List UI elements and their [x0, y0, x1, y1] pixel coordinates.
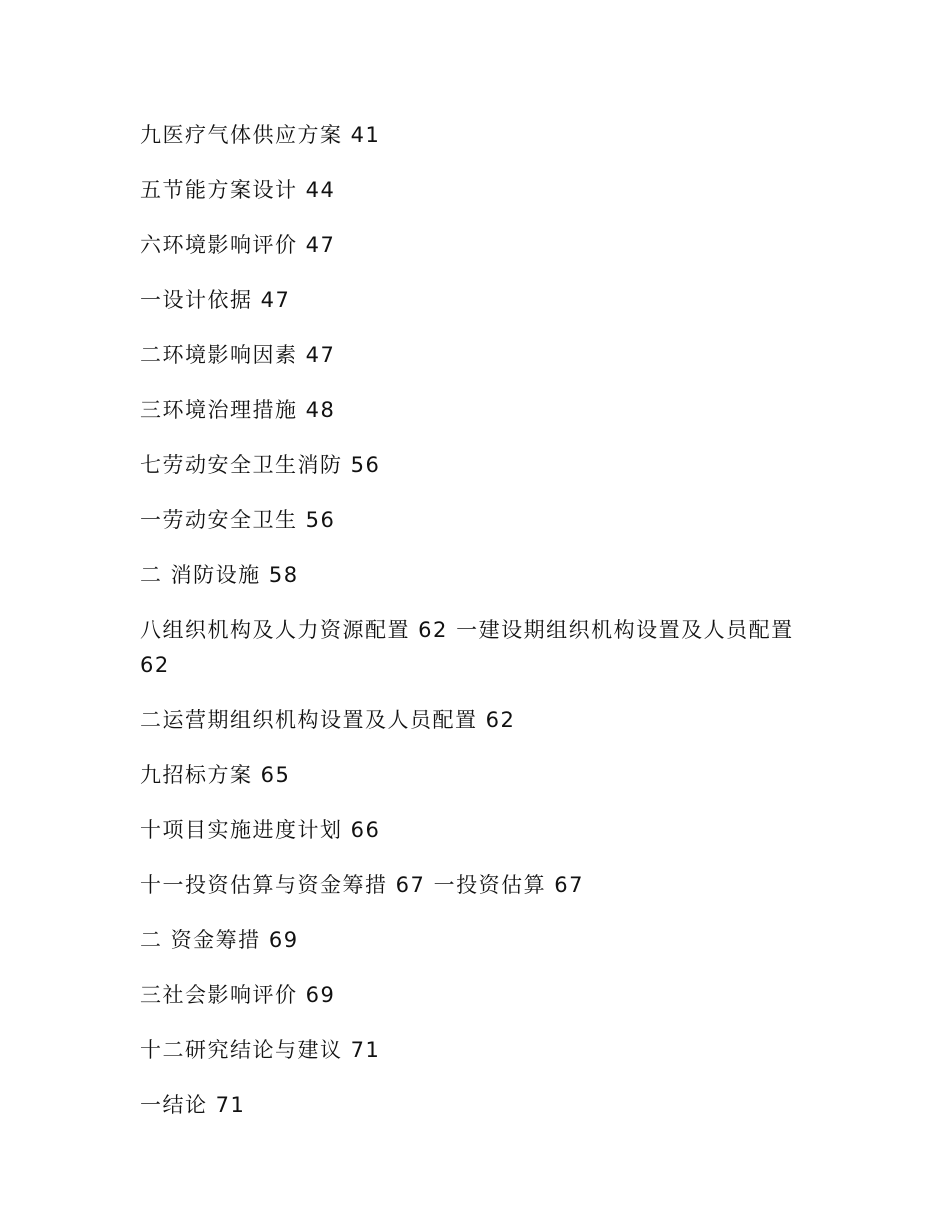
toc-entry: 九招标方案 65	[140, 763, 291, 787]
toc-entry: 三环境治理措施 48	[140, 398, 336, 422]
toc-entry: 十一投资估算与资金筹措 67 一投资估算 67	[140, 873, 584, 897]
table-of-contents	[140, 118, 820, 1143]
toc-entry: 八组织机构及人力资源配置 62 一建设期组织机构设置及人员配置 62	[140, 618, 794, 677]
toc-entry: 二运营期组织机构设置及人员配置 62	[140, 708, 516, 732]
toc-entry: 一劳动安全卫生 56	[140, 508, 336, 532]
toc-entry: 十二研究结论与建议 71	[140, 1038, 381, 1062]
toc-entry: 七劳动安全卫生消防 56	[140, 453, 381, 477]
toc-entry: 十项目实施进度计划 66	[140, 818, 381, 842]
toc-entry: 二 资金筹措 69	[140, 928, 299, 952]
toc-entry: 六环境影响评价 47	[140, 233, 336, 257]
toc-entry: 九医疗气体供应方案 41	[140, 123, 381, 147]
toc-entry: 一设计依据 47	[140, 288, 291, 312]
toc-entry: 三社会影响评价 69	[140, 983, 336, 1007]
toc-entry: 五节能方案设计 44	[140, 178, 336, 202]
toc-entry: 二环境影响因素 47	[140, 343, 336, 367]
toc-entry: 一结论 71	[140, 1093, 246, 1117]
toc-entry: 二 消防设施 58	[140, 563, 299, 587]
